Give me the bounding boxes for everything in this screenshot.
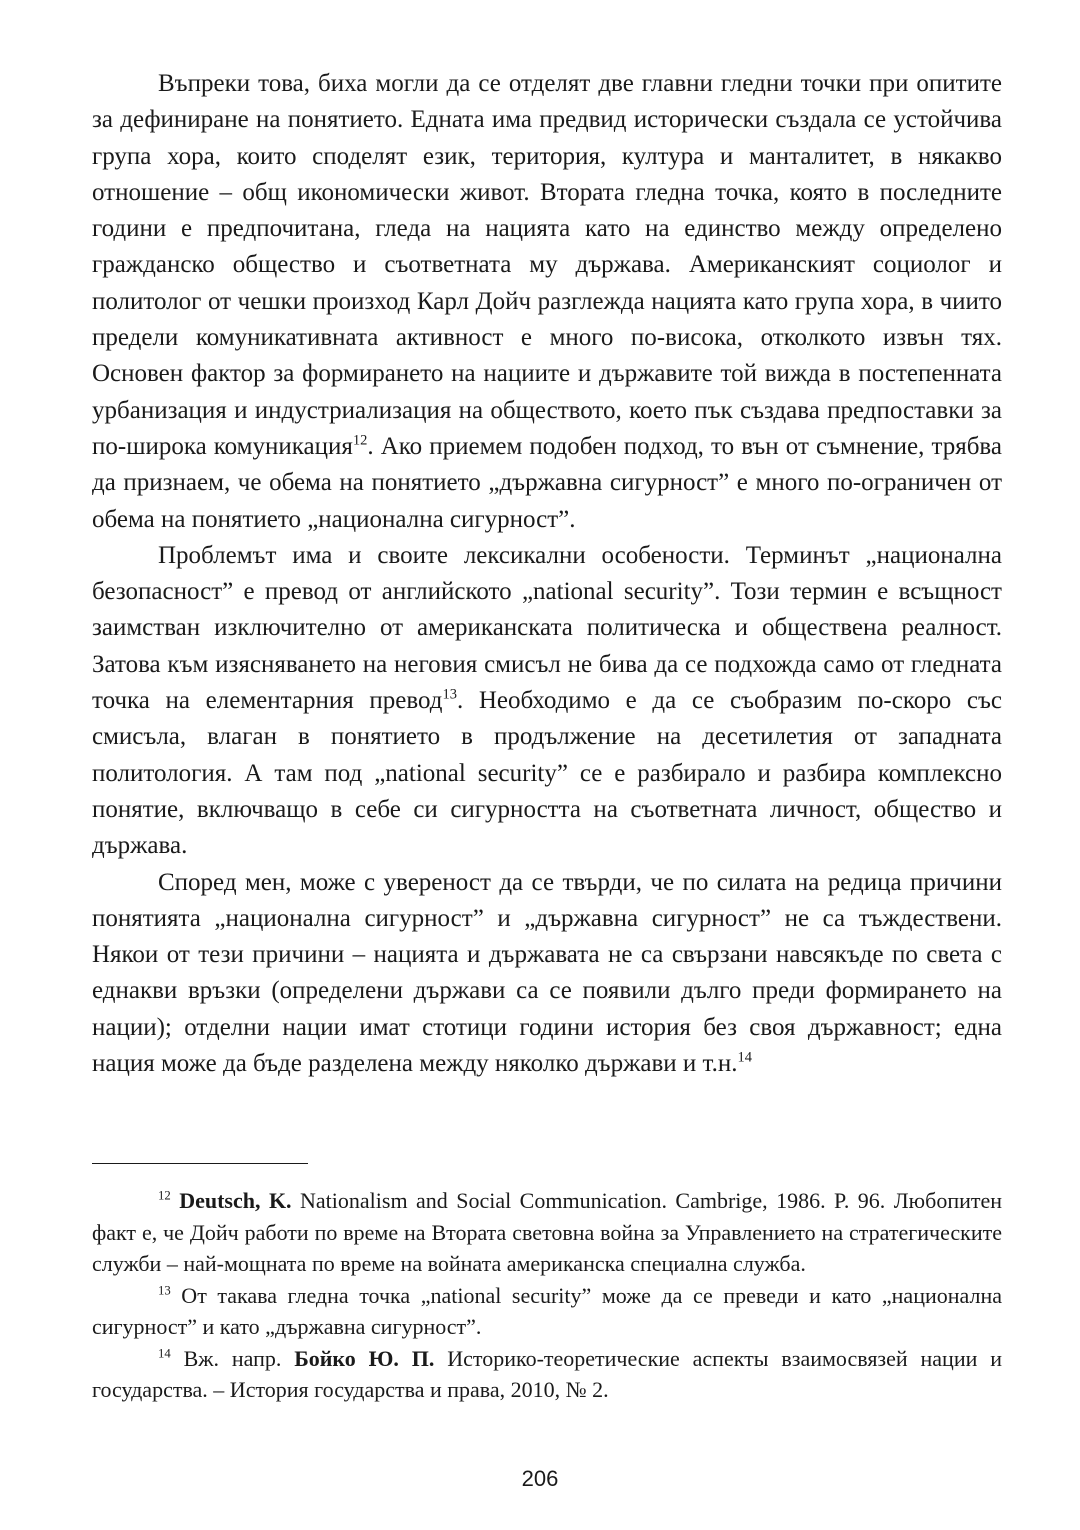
footnote-author: Deutsch, K.: [179, 1188, 292, 1213]
main-text: [92, 66, 1002, 1082]
footnote-number: 14: [158, 1346, 171, 1361]
footnote-ref: 14: [737, 1049, 752, 1066]
footnote: $^{14}$ Вж. напр. Бойко Ю. П. Историко-теоретические аспекты взаимосвязей нации и государства. – История государства и права, 2010, № 2.: [92, 1345, 1002, 1402]
footnote-number: 13: [158, 1283, 171, 1298]
footnote-number: 12: [158, 1188, 171, 1203]
footnote: $^{13}$ От такава гледна точка „national security” може да се преведи и като „национална сигурност” и като „държавна сигурност”.: [92, 1282, 1002, 1339]
footnote: $^{12}$ Deutsch, K. Nationalism and Social Communication. Cambrige, 1986. P. 96. Любопитен факт е, че Дойч работи по време на Втората световна война за Управлението на стратегическите служби – най-мощната по време на войната американска специална служба.: [92, 1188, 1003, 1276]
footnote-author: Бойко Ю. П.: [294, 1345, 435, 1371]
paragraph: Въпреки това, биха могли да се отделят две главни гледни точки при опитите за дефиниране на понятието. Едната има предвид исторически създала се устойчива група хора, които споделят език, територия, култура и манталитет, в някакво отношение – общ икономически живот. Втората гледна точка, която в последните години е предпочитана, гледа на нацията като на единство между определено гражданско общество и съответната му държава. Американският социолог и политолог от чешки произход Карл Дойч разглежда нацията като група хора, в чиито предели комуникативната активност е много по-висока, отколкото извън тях. Основен фактор за формирането на нациите и държавите той вижда в постепенната урбанизация и индустриализация на обществото, което пък създава предпоставки за по-широка комуникация$^{12}$. Ако приемем подобен подход, то вън от съмнение, трябва да признаем, че обема на понятието „държавна сигурност” е много по-ограничен от обема на понятието „национална сигурност”.: [92, 70, 1002, 533]
footnote-separator: [92, 1163, 308, 1164]
footnote-ref: 12: [352, 432, 368, 449]
paragraph: Проблемът има и своите лексикални особености. Терминът „национална безопасност” е превод от английското „national security”. Този термин е всъщност заимстван изключително от американската политическа и обществена реалност. Затова към изясняването на неговия смисъл не бива да се подхожда само от гледната точка на елементарния превод$^{13}$. Необходимо е да се съобразим по-скоро със смисъла, влаган в понятието в продължение на десетилетия от западната политология. А там под „national security” се е разбирало и разбира комплексно понятие, включващо в себе си сигурността на съответната личност, общество и държава.: [92, 541, 1002, 860]
page-number: 206: [521, 1466, 559, 1491]
footnote-ref: 13: [442, 686, 457, 703]
paragraph: Според мен, може с увереност да се твърди, че по силата на редица причини понятията „национална сигурност” и „държавна сигурност” не са тъждествени. Някои от тези причини – нацията и държавата не са свързани навсякъде по света с еднакви връзки (определени държави са се появили дълго преди формирането на нации); отделни нации имат стотици години история без своя държавност; една нация може да бъде разделена между няколко държави и т.н.$^{14}$: [92, 868, 1002, 1078]
footnotes: [92, 1185, 1002, 1406]
